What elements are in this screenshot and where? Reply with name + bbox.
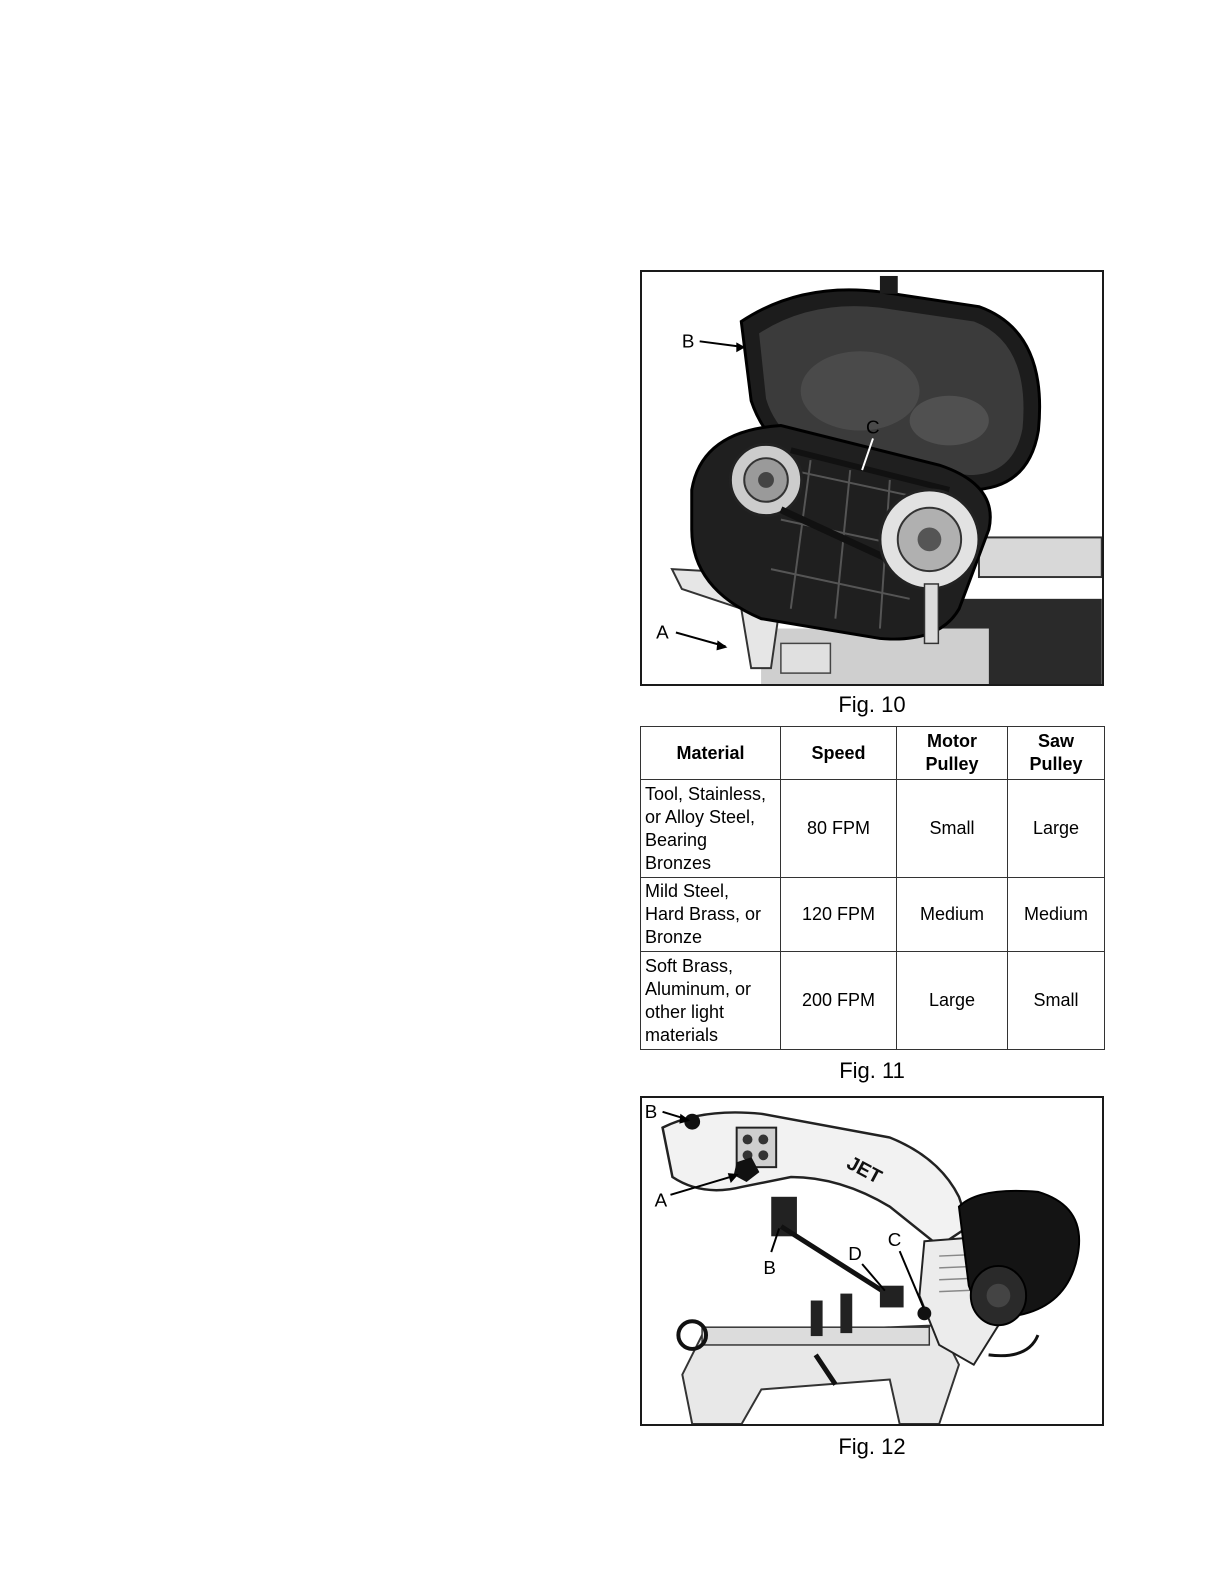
- figure-10-caption: Fig. 10: [838, 692, 906, 717]
- saw-pulley-cell: Small: [1008, 952, 1105, 1050]
- figure-10-photo: [640, 270, 1104, 686]
- callout-a: A: [654, 1189, 668, 1211]
- material-cell: Tool, Stainless, or Alloy Steel, Bearing Bronzes: [641, 780, 781, 878]
- table-row: [641, 780, 1105, 878]
- table-row: [641, 952, 1105, 1050]
- callout-c: C: [887, 1229, 902, 1251]
- jet-brand-logo: JET: [842, 1152, 886, 1189]
- speed-selection-table: [640, 726, 1105, 1050]
- callout-b-lower: B: [763, 1256, 776, 1278]
- callout-a: A: [656, 621, 669, 643]
- saw-pulley-cell: Large: [1008, 780, 1105, 878]
- speed-cell: 80 FPM: [781, 780, 897, 878]
- motor-pulley-cell: Large: [897, 952, 1008, 1050]
- speed-cell: 200 FPM: [781, 952, 897, 1050]
- callout-b-top: B: [644, 1100, 658, 1122]
- table-row: [641, 878, 1105, 952]
- figure-12-photo: [640, 1096, 1104, 1426]
- header-speed: Speed: [781, 727, 897, 780]
- motor-pulley-cell: Medium: [897, 878, 1008, 952]
- header-motor-pulley: Motor Pulley: [897, 727, 1008, 780]
- band-saw-illustration: [642, 1098, 1102, 1424]
- figure-12-caption: Fig. 12: [838, 1434, 906, 1459]
- callout-d: D: [848, 1243, 862, 1265]
- saw-pulley-cell: Medium: [1008, 878, 1105, 952]
- speed-cell: 120 FPM: [781, 878, 897, 952]
- table-header-row: [641, 727, 1105, 780]
- header-material: Material: [641, 727, 781, 780]
- material-cell: Mild Steel, Hard Brass, or Bronze: [641, 878, 781, 952]
- figure-11-caption: Fig. 11: [839, 1058, 905, 1083]
- pulley-cover-illustration: [642, 272, 1102, 684]
- callout-b: B: [681, 330, 695, 352]
- callout-c: C: [866, 416, 880, 438]
- header-saw-pulley: Saw Pulley: [1008, 727, 1105, 780]
- motor-pulley-cell: Small: [897, 780, 1008, 878]
- material-cell: Soft Brass, Aluminum, or other light materials: [641, 952, 781, 1050]
